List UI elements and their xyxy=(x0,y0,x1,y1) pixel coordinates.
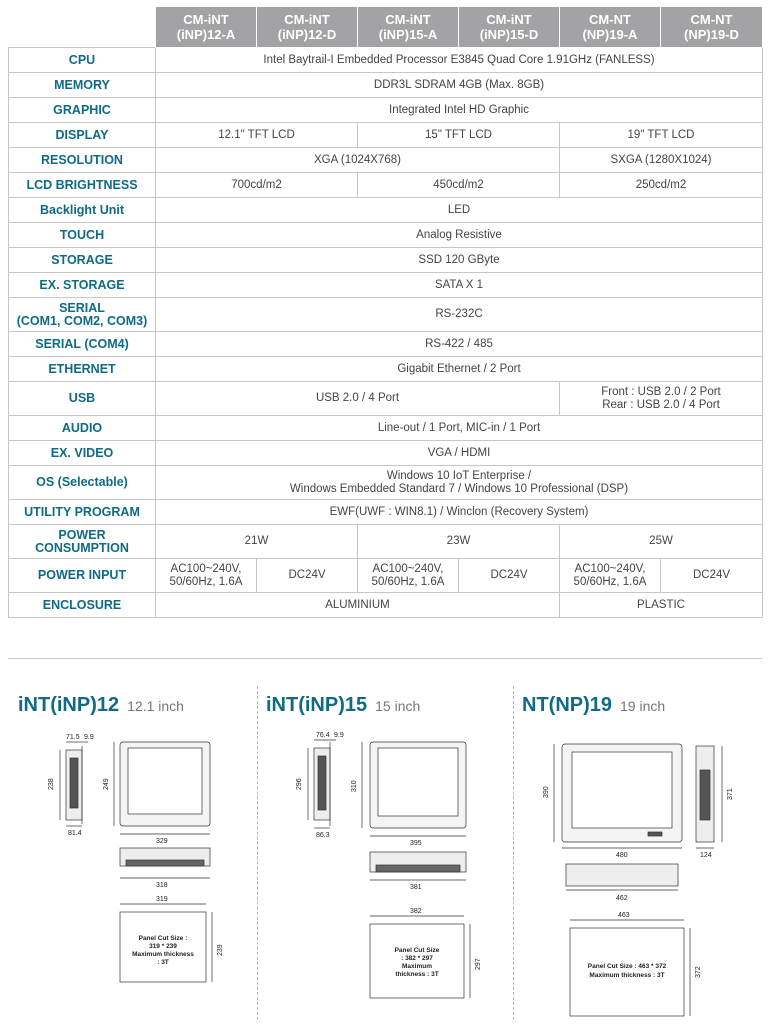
dim-label: 462 xyxy=(616,895,628,902)
model-header-5: CM-NT (NP)19-A xyxy=(560,7,661,48)
dim-label: 463 xyxy=(618,912,630,919)
row-label: AUDIO xyxy=(9,416,156,441)
dim-label: 395 xyxy=(410,840,422,847)
panel-title xyxy=(522,690,762,718)
dim-label: 310 xyxy=(351,780,358,792)
panel-model: NT(NP)19 xyxy=(522,694,613,716)
row-value: Integrated Intel HD Graphic xyxy=(156,98,763,123)
row-value: 19" TFT LCD xyxy=(560,123,763,148)
row-value: DC24V xyxy=(459,559,560,593)
row-touch xyxy=(9,223,763,248)
row-power-input xyxy=(9,559,763,593)
row-value: EWF(UWF : WIN8.1) / Winclon (Recovery System) xyxy=(156,500,763,525)
row-label: ETHERNET xyxy=(9,357,156,382)
dim-label: 297 xyxy=(475,958,482,970)
row-value: 25W xyxy=(560,525,763,559)
row-value: 250cd/m2 xyxy=(560,173,763,198)
dim-label: 329 xyxy=(156,838,168,845)
row-value: LED xyxy=(156,198,763,223)
cut-text: Maximum xyxy=(402,963,432,970)
panel-size: 12.1 inch xyxy=(127,698,184,714)
row-label: EX. VIDEO xyxy=(9,441,156,466)
panel-divider xyxy=(257,686,258,1020)
cut-text: Maximum thickness : 3T xyxy=(589,972,665,979)
row-power-consumption xyxy=(9,525,763,559)
row-value: ALUMINIUM xyxy=(156,593,560,618)
dim-label: 76.4 xyxy=(316,732,330,739)
section-divider xyxy=(8,658,762,659)
row-value: Front : USB 2.0 / 2 Port Rear : USB 2.0 / 4 Port xyxy=(560,382,763,416)
row-value: 450cd/m2 xyxy=(358,173,560,198)
cut-text: thickness : 3T xyxy=(395,971,439,978)
spec-table xyxy=(8,6,763,618)
row-value: AC100~240V, 50/60Hz, 1.6A xyxy=(560,559,661,593)
row-label: GRAPHIC xyxy=(9,98,156,123)
row-value: RS-232C xyxy=(156,298,763,332)
row-enclosure xyxy=(9,593,763,618)
row-value: DC24V xyxy=(257,559,358,593)
model-header-2: CM-iNT (iNP)12-D xyxy=(257,7,358,48)
row-audio xyxy=(9,416,763,441)
row-label: TOUCH xyxy=(9,223,156,248)
row-value: DC24V xyxy=(661,559,763,593)
row-value: 23W xyxy=(358,525,560,559)
row-value: Line-out / 1 Port, MIC-in / 1 Port xyxy=(156,416,763,441)
dim-label: 390 xyxy=(543,786,550,798)
panel-model: iNT(iNP)12 xyxy=(18,694,120,716)
cut-text: Panel Cut Size : xyxy=(138,935,188,942)
row-label: SERIAL (COM1, COM2, COM3) xyxy=(9,298,156,332)
dim-label: 319 xyxy=(156,896,168,903)
row-label: POWER INPUT xyxy=(9,559,156,593)
dim-label: 81.4 xyxy=(68,830,82,837)
row-exvideo xyxy=(9,441,763,466)
drawing-panel-19 xyxy=(522,690,762,1020)
dim-label: 238 xyxy=(48,778,55,790)
row-value: Intel Baytrail-I Embedded Processor E3845 Quad Core 1.91GHz (FANLESS) xyxy=(156,48,763,73)
model-header-1: CM-iNT (iNP)12-A xyxy=(156,7,257,48)
row-graphic xyxy=(9,98,763,123)
row-label: DISPLAY xyxy=(9,123,156,148)
dimension-drawing-12 xyxy=(18,720,253,1020)
dimension-drawing-15 xyxy=(266,720,506,1020)
row-label: LCD BRIGHTNESS xyxy=(9,173,156,198)
panel-model: iNT(iNP)15 xyxy=(266,694,368,716)
row-label: STORAGE xyxy=(9,248,156,273)
row-cpu xyxy=(9,48,763,73)
row-serial4 xyxy=(9,332,763,357)
cut-text: : 3T xyxy=(157,959,169,966)
dimension-drawing-19 xyxy=(522,720,762,1020)
row-value: Gigabit Ethernet / 2 Port xyxy=(156,357,763,382)
panel-title xyxy=(266,690,506,718)
row-label: CPU xyxy=(9,48,156,73)
row-value: AC100~240V, 50/60Hz, 1.6A xyxy=(358,559,459,593)
row-serial xyxy=(9,298,763,332)
row-backlight xyxy=(9,198,763,223)
row-value: 15" TFT LCD xyxy=(358,123,560,148)
row-resolution xyxy=(9,148,763,173)
cut-text: : 382 * 297 xyxy=(401,955,433,962)
cut-text: Panel Cut Size : 463 * 372 xyxy=(587,963,667,970)
row-value: USB 2.0 / 4 Port xyxy=(156,382,560,416)
row-value: AC100~240V, 50/60Hz, 1.6A xyxy=(156,559,257,593)
row-memory xyxy=(9,73,763,98)
row-exstorage xyxy=(9,273,763,298)
row-label: POWER CONSUMPTION xyxy=(9,525,156,559)
drawing-panel-15 xyxy=(266,690,506,1020)
row-brightness xyxy=(9,173,763,198)
row-value: VGA / HDMI xyxy=(156,441,763,466)
row-usb xyxy=(9,382,763,416)
panel-size: 15 inch xyxy=(375,698,421,714)
row-label: UTILITY PROGRAM xyxy=(9,500,156,525)
dim-label: 371 xyxy=(727,788,734,800)
row-display xyxy=(9,123,763,148)
dim-label: 372 xyxy=(695,966,702,978)
dim-label: 480 xyxy=(616,852,628,859)
dim-label: 9.9 xyxy=(84,734,94,741)
model-header-4: CM-iNT (iNP)15-D xyxy=(459,7,560,48)
row-ethernet xyxy=(9,357,763,382)
row-label: USB xyxy=(9,382,156,416)
row-storage xyxy=(9,248,763,273)
panel-divider xyxy=(513,686,514,1020)
row-value: Analog Resistive xyxy=(156,223,763,248)
dim-label: 86.3 xyxy=(316,832,330,839)
row-os xyxy=(9,466,763,500)
row-value: RS-422 / 485 xyxy=(156,332,763,357)
dim-label: 318 xyxy=(156,882,168,889)
row-value: SSD 120 GByte xyxy=(156,248,763,273)
dim-label: 124 xyxy=(700,852,712,859)
row-label: Backlight Unit xyxy=(9,198,156,223)
drawing-panel-12 xyxy=(18,690,253,1020)
row-label: OS (Selectable) xyxy=(9,466,156,500)
dim-label: 9.9 xyxy=(334,732,344,739)
model-header-6: CM-NT (NP)19-D xyxy=(661,7,763,48)
row-label: EX. STORAGE xyxy=(9,273,156,298)
model-header-3: CM-iNT (iNP)15-A xyxy=(358,7,459,48)
row-value: XGA (1024X768) xyxy=(156,148,560,173)
row-label: SERIAL (COM4) xyxy=(9,332,156,357)
row-value: SXGA (1280X1024) xyxy=(560,148,763,173)
row-value: 700cd/m2 xyxy=(156,173,358,198)
panel-size: 19 inch xyxy=(620,698,666,714)
dim-label: 71.5 xyxy=(66,734,80,741)
row-value: SATA X 1 xyxy=(156,273,763,298)
dim-label: 296 xyxy=(296,778,303,790)
cut-text: 319 * 239 xyxy=(149,943,177,950)
table-header-row xyxy=(9,7,763,48)
dim-label: 382 xyxy=(410,908,422,915)
dim-label: 239 xyxy=(217,944,224,956)
row-value: PLASTIC xyxy=(560,593,763,618)
dim-label: 249 xyxy=(103,778,110,790)
cut-text: Panel Cut Size xyxy=(394,947,440,954)
panel-title xyxy=(18,690,253,718)
row-value: 12.1" TFT LCD xyxy=(156,123,358,148)
row-value: Windows 10 IoT Enterprise / Windows Embedded Standard 7 / Windows 10 Professional (DSP) xyxy=(156,466,763,500)
row-utility xyxy=(9,500,763,525)
row-value: 21W xyxy=(156,525,358,559)
row-label: ENCLOSURE xyxy=(9,593,156,618)
row-label: MEMORY xyxy=(9,73,156,98)
dim-label: 381 xyxy=(410,884,422,891)
row-value: DDR3L SDRAM 4GB (Max. 8GB) xyxy=(156,73,763,98)
row-label: RESOLUTION xyxy=(9,148,156,173)
cut-text: Maximum thickness xyxy=(132,951,194,958)
